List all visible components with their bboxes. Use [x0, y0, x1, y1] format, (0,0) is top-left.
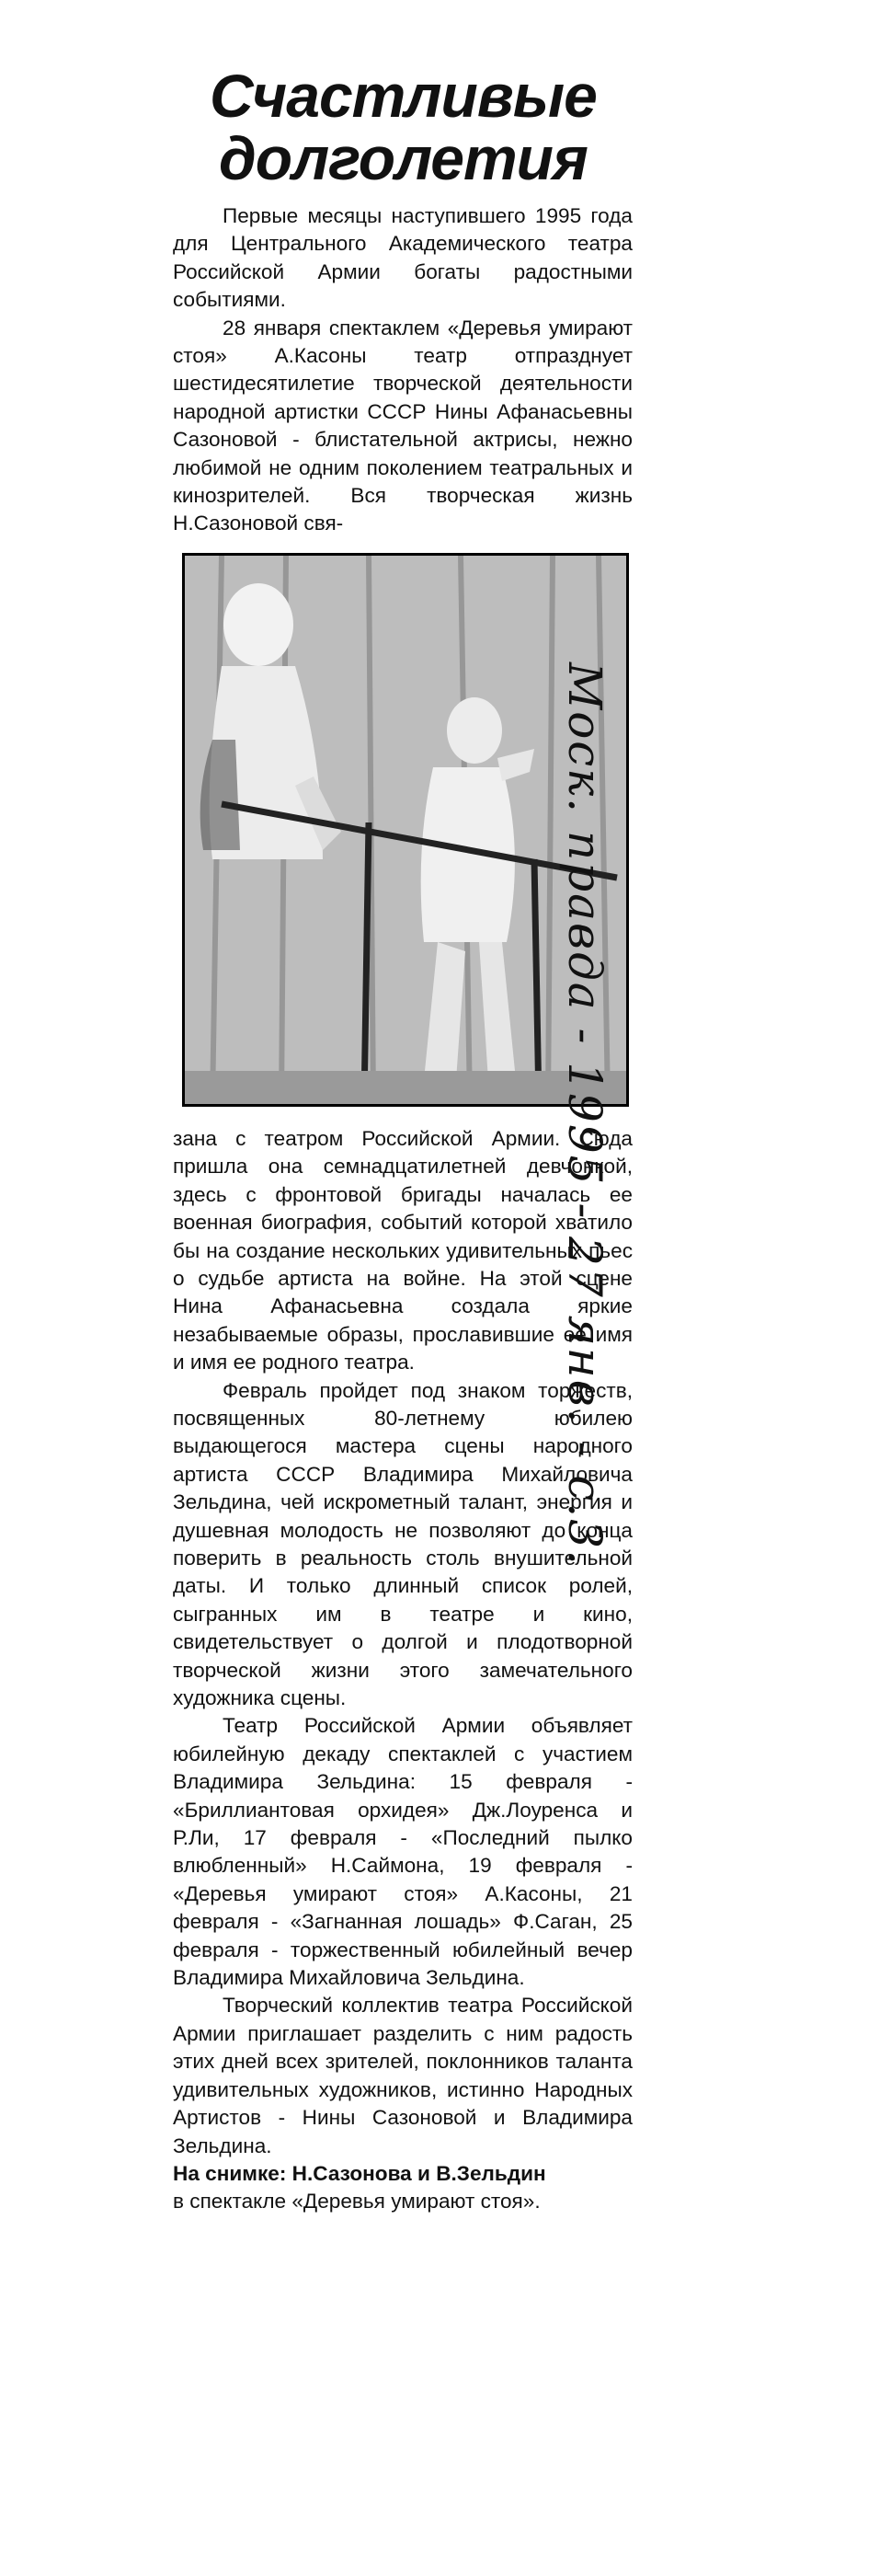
paragraph-1: Первые месяцы наступившего 1995 года для Центрального Академического театра Российской Армии богаты радостными событиями.: [173, 204, 633, 312]
paragraph-3: зана с театром Российской Армии. Сюда пришла она семнадцатилетней девчонкой, здесь с фронтовой бригады началась ее военная биография, событий которой хватило бы на создание нескольких удивительных пьес о судьбе артиста на войне. На этой сцене Нина Афанасьевна создала яркие незабываемые образы, прославившие ее имя и имя ее родного театра.: [173, 1126, 633, 1374]
article-title: [210, 64, 633, 190]
paragraph-2: 28 января спектаклем «Деревья умирают стоя» А.Касоны театр отпразднует шестидесятилетие творческой деятельности народной артистки СССР Нины Афанасьевны Сазоновой - блистательной актрисы, нежно любимой не одним поколением театральных и кинозрителей. Вся творческая жизнь Н.Сазоновой свя-: [173, 316, 633, 535]
caption-bold: На снимке: Н.Сазонова и В.Зельдин: [173, 2161, 546, 2185]
paragraph-6: Творческий коллектив театра Российской Армии приглашает разделить с ним радость этих дней всех зрителей, поклонников таланта удивительных художников, истинно Народных Артистов - Нины Сазоновой и Владимира Зельдина.: [173, 1994, 633, 2157]
caption-rest: в спектакле «Деревья умирают стоя».: [173, 2190, 541, 2214]
title-line-2: долголетия: [219, 124, 588, 192]
handwritten-source-note: Моск. правда - 1995 - 27 янв. - с.3.: [558, 662, 611, 1568]
paragraph-4: Февраль пройдет под знаком торжеств, посвященных 80-летнему юбилею выдающегося мастера сцены народного артиста СССР Владимира Михайловича Зельдина, чей искрометный талант, энергия и душевная молодость не позволяют до конца поверить в реальность столь внушительной даты. И только длинный список ролей, сыгранных им в театре и кино, свидетельствует о долгой и плодотворной творческой жизни этого замечательного художника сцены.: [173, 1378, 633, 1709]
title-line-1: Счастливые: [210, 62, 597, 130]
photo-caption: [173, 2160, 633, 2216]
paragraph-5: Театр Российской Армии объявляет юбилейную декаду спектаклей с участием Владимира Зельдина: 15 февраля - «Бриллиантовая орхидея» Дж.Лоуренса и Р.Ли, 17 февраля - «Последний пылко влюбленный» Н.Саймона, 19 февраля - «Деревья умирают стоя» А.Касоны, 21 февраля - «Загнанная лошадь» Ф.Саган, 25 февраля - торжественный юбилейный вечер Владимира Михайловича Зельдина.: [173, 1714, 633, 1990]
